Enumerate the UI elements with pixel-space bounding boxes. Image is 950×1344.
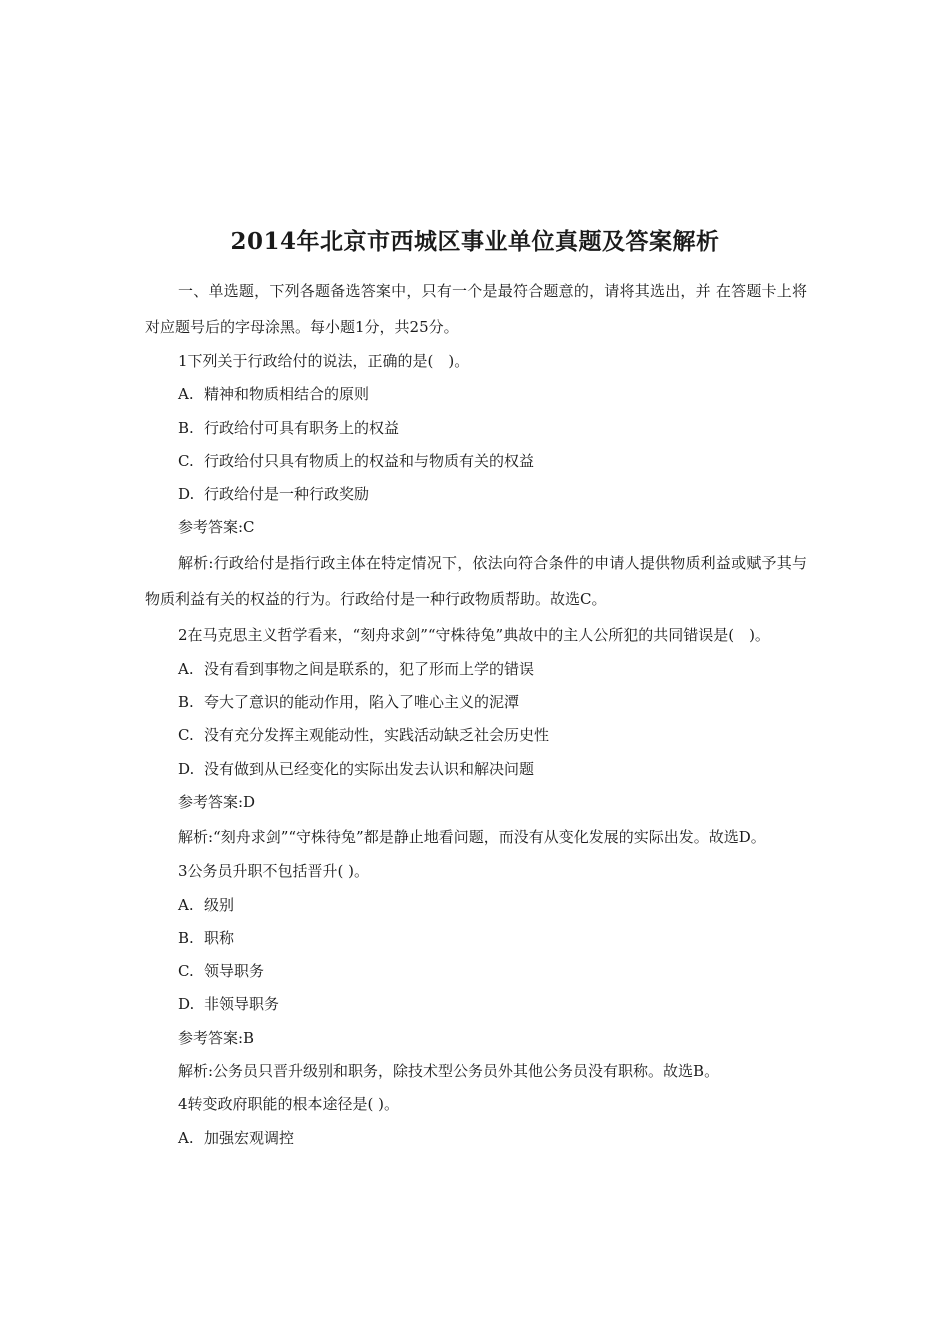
option-c	[145, 955, 807, 988]
option-c	[145, 445, 807, 478]
option-b	[145, 922, 807, 955]
option-letter: C.	[178, 726, 194, 745]
option-letter: B.	[178, 693, 194, 712]
option-letter: D.	[178, 759, 195, 778]
option-d	[145, 753, 807, 786]
question-4	[145, 1088, 807, 1155]
option-a	[145, 378, 807, 411]
question-2	[145, 617, 807, 855]
option-letter: D.	[178, 995, 195, 1014]
option-letter: C.	[178, 451, 194, 470]
question-stem: 4转变政府职能的根本途径是( )。	[178, 1095, 400, 1114]
option-text: 职称	[204, 928, 235, 947]
option-text: 精神和物质相结合的原则	[204, 385, 370, 404]
intro-paragraph: 一、单选题，下列各题备选答案中，只有一个是最符合题意的，请将其选出，并 在答题卡上将对应题号后的字母涂黑。每小题1分，共25分。	[145, 282, 807, 336]
question-3	[145, 855, 807, 1088]
option-letter: B.	[178, 418, 194, 437]
question-stem: 1下列关于行政给付的说法，正确的是( )。	[178, 352, 470, 370]
option-b	[145, 412, 807, 445]
question-1	[145, 345, 807, 617]
option-text: 非领导职务	[204, 995, 280, 1014]
option-text: 没有看到事物之间是联系的，犯了形而上学的错误	[204, 659, 535, 678]
option-text: 没有充分发挥主观能动性，实践活动缺乏社会历史性	[204, 726, 550, 745]
reference-answer: 参考答案:B	[178, 1028, 255, 1047]
analysis: 解析:公务员只晋升级别和职务，除技术型公务员外其他公务员没有职称。故选B。	[178, 1062, 720, 1081]
option-d	[145, 988, 807, 1021]
option-a	[145, 889, 807, 922]
reference-answer: 参考答案:C	[178, 518, 255, 537]
option-text: 夸大了意识的能动作用，陷入了唯心主义的泥潭	[204, 693, 520, 712]
option-letter: A.	[178, 1128, 194, 1147]
option-text: 行政给付是一种行政奖励	[204, 485, 370, 504]
question-stem: 3公务员升职不包括晋升( )。	[178, 862, 370, 881]
option-text: 没有做到从已经变化的实际出发去认识和解决问题	[204, 759, 535, 778]
option-text: 领导职务	[204, 962, 265, 981]
option-c	[145, 719, 807, 752]
analysis: 解析:“刻舟求剑”“守株待兔”都是静止地看问题，而没有从变化发展的实际出发。故选D。	[178, 828, 766, 847]
option-text: 级别	[204, 895, 235, 914]
option-a	[145, 653, 807, 686]
analysis: 解析:行政给付是指行政主体在特定情况下，依法向符合条件的申请人提供物质利益或赋予其与物质利益有关的权益的行为。行政给付是一种行政物质帮助。故选C。	[145, 553, 807, 608]
option-letter: A.	[178, 895, 194, 914]
option-letter: B.	[178, 928, 194, 947]
option-letter: A.	[178, 385, 194, 404]
option-a	[145, 1122, 807, 1155]
option-d	[145, 478, 807, 511]
option-letter: C.	[178, 962, 194, 981]
option-text: 行政给付只具有物质上的权益和与物质有关的权益	[204, 451, 535, 470]
option-letter: A.	[178, 659, 194, 678]
document-body	[145, 273, 807, 1155]
option-text: 加强宏观调控	[204, 1128, 295, 1147]
question-stem: 2在马克思主义哲学看来，“刻舟求剑”“守株待兔”典故中的主人公所犯的共同错误是( )。	[178, 625, 770, 644]
option-b	[145, 686, 807, 719]
option-text: 行政给付可具有职务上的权益	[204, 418, 400, 437]
document-title: 2014年北京市西城区事业单位真题及答案解析	[230, 228, 720, 255]
reference-answer: 参考答案:D	[178, 792, 256, 811]
option-letter: D.	[178, 485, 195, 504]
